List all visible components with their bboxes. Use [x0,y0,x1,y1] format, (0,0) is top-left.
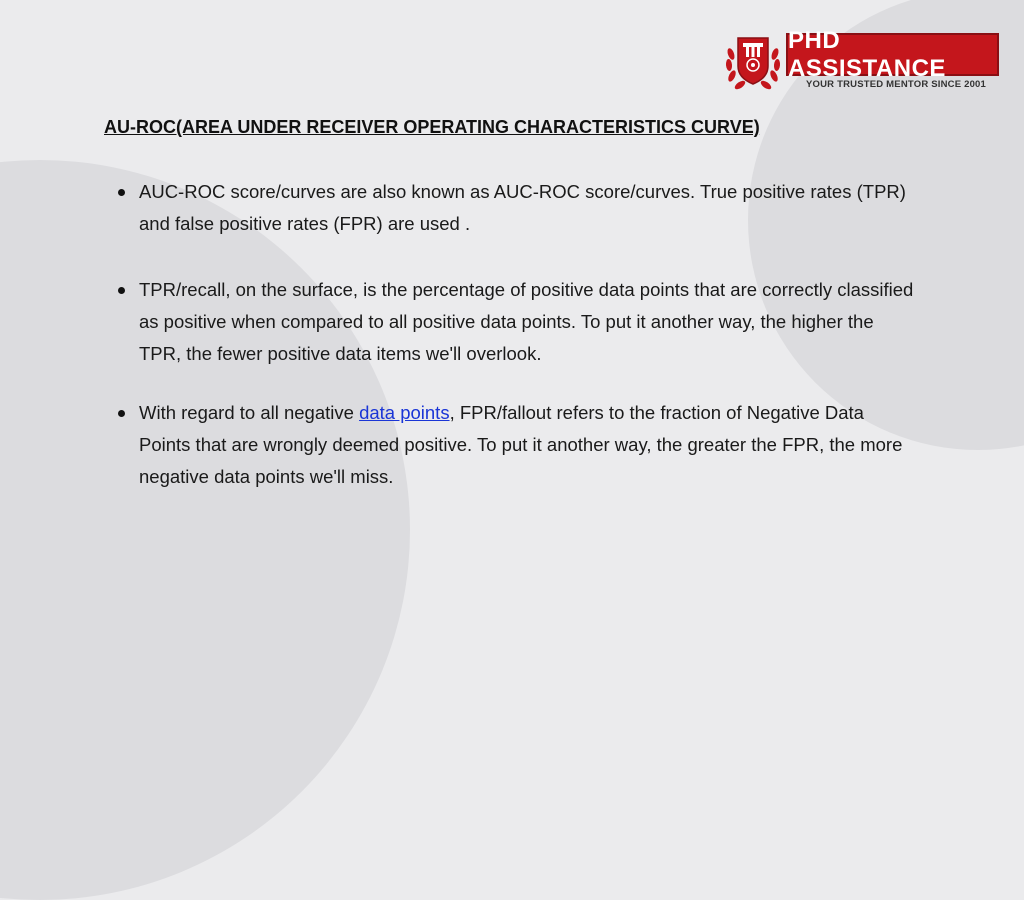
bullet-auc-roc [118,176,918,240]
bullet-dot [118,410,125,417]
data-points-link[interactable]: data points [359,402,450,423]
bullet-text: TPR/recall, on the surface, is the percentage of positive data points that are correctly classified as positive when compared to all positive data points. To put it another way, the higher the TPR, the fewer positive data items we'll overlook. [139,279,914,364]
bullet-text-end: , FPR/fallout refers to the fraction of Negative Data Points that are wrongly deemed positive. To put it another way, the greater the FPR, the more negative data points we'll miss. [139,402,903,487]
bullet-dot [118,287,125,294]
bullet-text-start: With regard to all negative [139,402,360,423]
logo-wordmark: PHD ASSISTANCE [786,33,999,76]
phd-assistance-logo [722,26,1002,94]
slide-title: AU-ROC(AREA UNDER RECEIVER OPERATING CHARACTERISTICS CURVE) [104,117,760,137]
bullet-text: AUC-ROC score/curves are also known as AUC-ROC score/curves. True positive rates (TPR) and false positive rates (FPR) are used . [139,181,906,234]
laurel-crest-icon [722,32,784,94]
logo-tagline: YOUR TRUSTED MENTOR SINCE 2001 [806,79,987,90]
bullet-tpr [118,274,918,370]
bullet-dot [118,189,125,196]
bullet-fpr [118,397,918,493]
bullet-list [118,176,918,493]
